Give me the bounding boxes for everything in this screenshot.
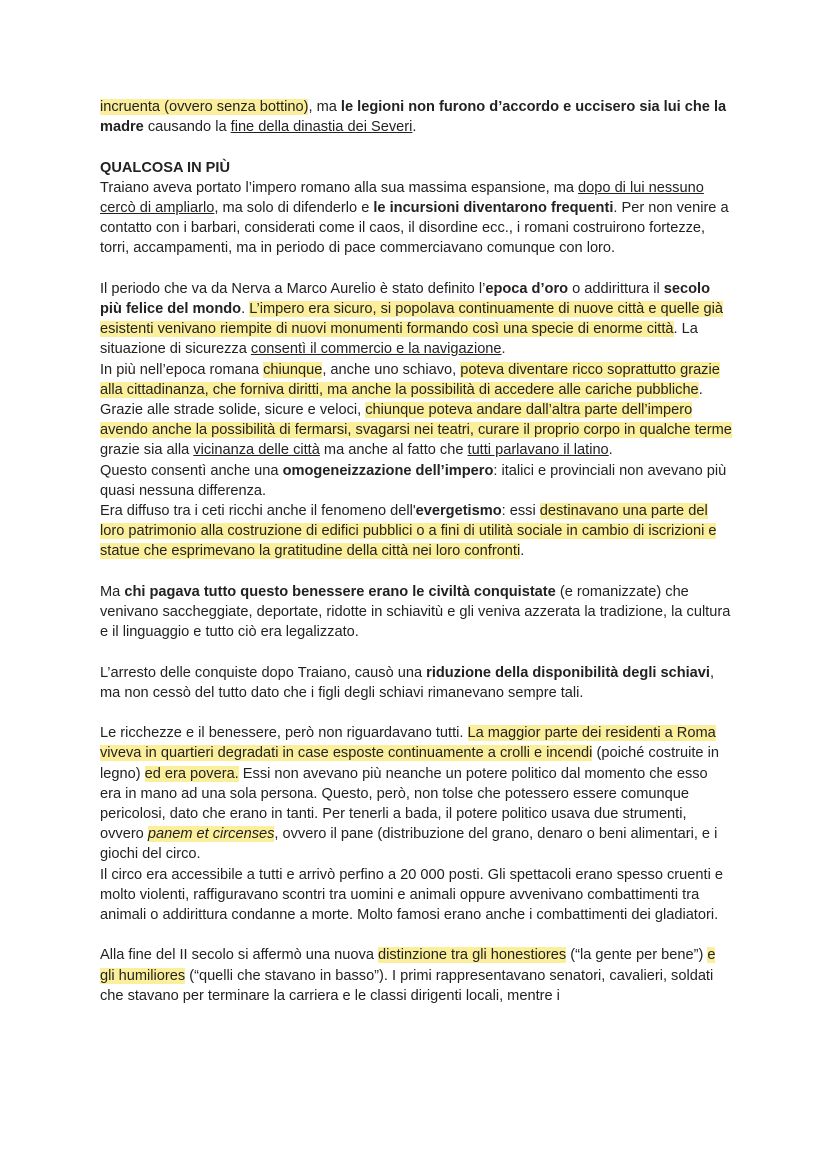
paragraph: [100, 461, 732, 501]
paragraph-gap: [100, 259, 732, 279]
highlighted-text: ed era povera.: [144, 765, 239, 782]
bold-text: evergetismo: [415, 503, 502, 520]
text-run: causando la: [143, 119, 231, 136]
text-run: , ma solo di difenderlo e: [214, 200, 374, 216]
text-run: , anche uno schiavo,: [322, 361, 461, 378]
text-run: Ma: [100, 583, 125, 600]
paragraph-gap: [100, 562, 732, 582]
text-run: In più nell’epoca romana: [100, 361, 264, 378]
text-run: QUALCOSA IN PIÙ: [100, 159, 230, 176]
paragraph: [100, 400, 732, 461]
underlined-text: vicinanza delle città: [193, 442, 320, 459]
bold-text: omogeneizzazione dell’impero: [282, 462, 494, 479]
text-run: , ovvero il pane (distribuzione del grano, denaro o beni alimentari, e i giochi del circo.: [100, 826, 718, 863]
highlighted-text: chiunque poteva andare dall’altra parte dell’impero avendo anche la possibilità di fermarsi, svagarsi nei teatri, curare il proprio corpo in qualche terme: [100, 402, 732, 439]
text-run: ma anche al fatto che: [319, 442, 468, 459]
paragraph-gap: [100, 703, 732, 723]
paragraph: [100, 945, 732, 1006]
highlighted-text: destinavano una parte del loro patrimonio alla costruzione di edifici pubblici o a fini di utilità sociale in cambio di iscrizioni e statue che esprimevano la gratitudine della città nei loro confronti: [100, 503, 717, 560]
bold-text: epoca d’oro: [485, 280, 569, 297]
text-run: : italici e provinciali non avevano più quasi nessuna differenza.: [100, 462, 727, 499]
text-run: .: [698, 381, 703, 398]
underlined-text: consentì il commercio e la navigazione: [250, 341, 502, 358]
text-run: . La situazione di sicurezza: [100, 321, 698, 358]
bold-text: secolo più felice del mondo: [100, 280, 710, 317]
text-run: .: [241, 301, 250, 317]
text-run: Alla fine del II secolo si affermò una nuova: [100, 947, 378, 964]
paragraph: [100, 723, 732, 864]
text-run: Questo consentì anche una: [100, 462, 283, 479]
text-run: Le ricchezze e il benessere, però non riguardavano tutti.: [100, 725, 468, 742]
highlighted-italic-text: panem et circenses: [147, 826, 275, 843]
highlighted-text: chiunque: [263, 361, 323, 378]
text-run: (poiché costruite in legno): [100, 745, 719, 782]
text-run: , ma non cessò del tutto dato che i figli degli schiavi rimanevano sempre tali.: [100, 664, 715, 701]
text-run: Il periodo che va da Nerva a Marco Aurelio è stato definito l’: [100, 280, 486, 297]
text-run: : essi: [501, 503, 540, 520]
paragraph: [100, 178, 732, 259]
underlined-text: tutti parlavano il latino: [467, 442, 609, 459]
bold-text: le legioni non furono d’accordo e uccisero sia lui che la madre: [100, 99, 727, 136]
underlined-text: fine della dinastia dei Severi: [230, 119, 413, 136]
text-run: o addirittura il: [568, 280, 664, 297]
text-run: .: [501, 341, 506, 358]
section-heading: [100, 158, 732, 178]
highlighted-text: incruenta (ovvero senza bottino): [100, 99, 309, 115]
text-run: (“quelli che stavano in basso”). I primi rappresentavano senatori, cavalieri, soldati che stavano per terminare la carriera e le classi dirigenti locali, mentre i: [100, 967, 714, 1004]
text-run: L’arresto delle conquiste dopo Traiano, causò una: [100, 664, 427, 681]
text-run: .: [520, 543, 525, 560]
highlighted-text: poteva diventare ricco soprattutto grazie alla cittadinanza, che forniva diritti, ma anche la possibilità di accedere alle cariche pubbliche: [100, 361, 720, 398]
text-run: Grazie alle strade solide, sicure e veloci,: [100, 402, 366, 419]
text-run: .: [608, 442, 613, 459]
highlighted-text: L’impero era sicuro, si popolava continuamente di nuove città e quelle già esistenti venivano riempite di nuovi monumenti formando così una specie di enorme città: [100, 301, 723, 338]
text-run: (“la gente per bene”): [566, 947, 708, 964]
paragraph-gap: [100, 137, 732, 157]
underlined-text: dopo di lui nessuno cercò di ampliarlo: [100, 179, 704, 216]
highlighted-text: distinzione tra gli honestiores: [378, 947, 567, 964]
paragraph: [100, 360, 732, 400]
text-run: .: [412, 119, 417, 136]
paragraph: [100, 865, 732, 926]
document-body: [100, 97, 732, 1006]
bold-text: chi pagava tutto questo benessere erano le civiltà conquistate: [124, 583, 556, 600]
text-run: (e romanizzate) che venivano saccheggiate, deportate, ridotte in schiavitù e gli veniva azzerata la tradizione, la cultura e il linguaggio e tutto ciò era legalizzato.: [100, 583, 731, 641]
paragraph: [100, 582, 732, 643]
paragraph: [100, 501, 732, 562]
text-run: Essi non avevano più neanche un potere politico dal momento che esso era in mano ad una sola persona. Questo, però, non tolse che potessero essere comunque pericolosi, dato che erano in tanti. Per tenerli a bada, il potere politico usava due strumenti, ovvero: [100, 765, 708, 843]
text-run: , ma: [308, 99, 341, 115]
paragraph-gap: [100, 925, 732, 945]
paragraph-gap: [100, 642, 732, 662]
text-run: Traiano aveva portato l’impero romano alla sua massima espansione, ma: [100, 179, 579, 196]
bold-text: riduzione della disponibilità degli schiavi: [426, 664, 710, 681]
paragraph: [100, 279, 732, 360]
bold-text: le incursioni diventarono frequenti: [373, 200, 614, 216]
text-run: Era diffuso tra i ceti ricchi anche il fenomeno dell': [100, 503, 416, 520]
paragraph: [100, 97, 732, 137]
highlighted-text: La maggior parte dei residenti a Roma viveva in quartieri degradati in case esposte continuamente a crolli e incendi: [100, 725, 716, 762]
paragraph: [100, 663, 732, 703]
text-run: grazie sia alla: [100, 442, 194, 459]
text-run: . Per non venire a contatto con i barbari, considerati come il caos, il disordine ecc., i romani costruirono fortezze, torri, accampamenti, ma in periodo di pace commerciavano comunque con loro.: [100, 200, 729, 257]
highlighted-text: e gli humiliores: [100, 947, 716, 984]
text-run: Il circo era accessibile a tutti e arrivò perfino a 20 000 posti. Gli spettacoli erano spesso cruenti e molto violenti, raffiguravano scontri tra uomini e animali oppure avvenivano combattimenti tra animali o addirittura condanne a morte. Molto famosi erano anche i combattimenti dei gladiatori.: [100, 866, 723, 924]
